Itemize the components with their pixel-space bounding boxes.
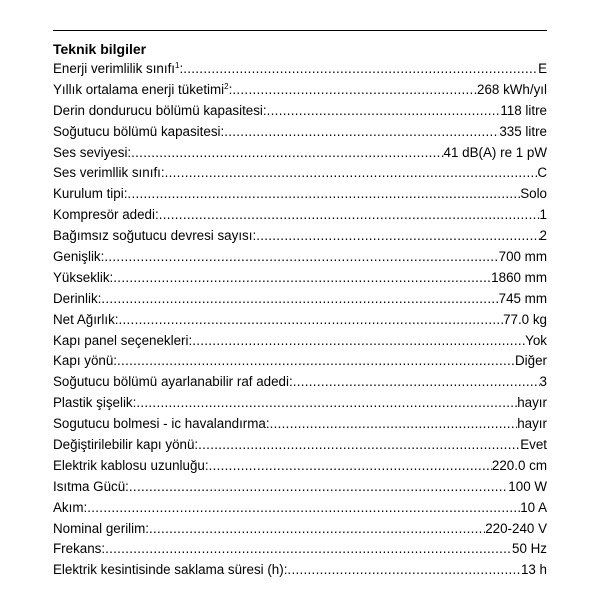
spec-value: hayır <box>517 395 547 411</box>
spec-value: 77.0 kg <box>503 311 547 327</box>
spec-label <box>53 560 287 581</box>
spec-label <box>53 498 87 519</box>
spec-label-text: Ses verimllik sınıfı: <box>53 165 165 181</box>
dot-leader <box>149 519 485 540</box>
spec-label-text: Akım: <box>53 499 88 515</box>
spec-label-text: Değiştirilebilir kapı yönü: <box>53 437 199 453</box>
dot-leader <box>101 289 498 310</box>
spec-label-text: Ses seviyesi: <box>53 144 132 160</box>
spec-value: 1 <box>539 207 547 223</box>
spec-label <box>53 414 270 435</box>
dot-leader <box>159 205 540 226</box>
spec-row <box>53 539 547 560</box>
spec-label <box>53 143 131 164</box>
spec-label <box>53 372 293 393</box>
dot-leader <box>198 435 520 456</box>
spec-label-text: Genişlik: <box>53 249 105 265</box>
spec-value: 745 mm <box>498 290 547 306</box>
spec-value: Yok <box>525 332 547 348</box>
spec-value: 41 dB(A) re 1 pW <box>443 144 547 160</box>
spec-label-text: Plastik şişelik: <box>53 395 137 411</box>
spec-label-text: Kurulum tipi: <box>53 186 128 202</box>
spec-value: 2 <box>539 228 547 244</box>
spec-row <box>53 498 547 519</box>
spec-row <box>53 372 547 393</box>
spec-row <box>53 456 547 477</box>
spec-label-text: Yıllık ortalama enerji tüketimi <box>53 81 225 97</box>
spec-row <box>53 435 547 456</box>
spec-label <box>53 539 105 560</box>
dot-leader <box>224 122 499 143</box>
spec-value: hayır <box>517 416 547 432</box>
spec-label <box>53 59 183 80</box>
dot-leader <box>165 163 538 184</box>
dot-leader <box>183 59 538 80</box>
spec-label <box>53 519 149 540</box>
dot-leader <box>129 477 508 498</box>
dot-leader <box>87 498 520 519</box>
spec-label-text: Soğutucu bölümü kapasitesi: <box>53 123 225 139</box>
spec-value: 118 litre <box>500 102 547 118</box>
spec-row <box>53 122 547 143</box>
dot-leader <box>209 456 492 477</box>
footnote-marker: 1 <box>175 61 180 70</box>
dot-leader <box>256 226 539 247</box>
spec-label <box>53 101 267 122</box>
dot-leader <box>113 268 491 289</box>
spec-row <box>53 205 547 226</box>
spec-label-text: Bağımsız soğutucu devresi sayısı: <box>53 228 257 244</box>
spec-row <box>53 393 547 414</box>
dot-leader <box>232 80 477 101</box>
spec-value: 3 <box>539 374 547 390</box>
spec-label <box>53 331 192 352</box>
spec-value: 13 h <box>520 562 547 578</box>
spec-value: 50 Hz <box>512 541 547 557</box>
spec-label <box>53 163 165 184</box>
spec-row <box>53 247 547 268</box>
spec-row <box>53 163 547 184</box>
spec-label-text: Isıtma Gücü: <box>53 478 129 494</box>
spec-row <box>53 289 547 310</box>
spec-label <box>53 351 117 372</box>
dot-leader <box>104 247 498 268</box>
dot-leader <box>293 372 540 393</box>
spec-label <box>53 226 256 247</box>
spec-label-text: Yükseklik: <box>53 269 114 285</box>
spec-row <box>53 80 547 101</box>
spec-row <box>53 268 547 289</box>
dot-leader <box>117 351 515 372</box>
dot-leader <box>105 539 512 560</box>
spec-value: 220.0 cm <box>491 457 547 473</box>
spec-row <box>53 560 547 581</box>
spec-label <box>53 456 209 477</box>
spec-label <box>53 205 159 226</box>
spec-label-text: Kompresör adedi: <box>53 207 159 223</box>
spec-row <box>53 414 547 435</box>
spec-label-text: Derin dondurucu bölümü kapasitesi: <box>53 102 267 118</box>
spec-value: E <box>538 61 547 76</box>
spec-label-colon: : <box>228 81 233 97</box>
spec-row <box>53 226 547 247</box>
technical-specs-section <box>53 39 547 581</box>
dot-leader <box>127 184 520 205</box>
top-divider-line <box>53 30 547 31</box>
spec-row <box>53 101 547 122</box>
spec-value: 100 W <box>508 478 547 494</box>
spec-label-colon: : <box>179 61 184 76</box>
spec-label <box>53 184 127 205</box>
spec-label-text: Sogutucu bolmesi - ic havalandırma: <box>53 416 270 432</box>
spec-label <box>53 268 113 289</box>
dot-leader <box>136 393 517 414</box>
spec-label-text: Elektrik kesintisinde saklama süresi (h): <box>53 562 288 578</box>
spec-label <box>53 477 129 498</box>
dot-leader <box>119 310 504 331</box>
spec-label <box>53 122 224 143</box>
spec-label-text: Elektrik kablosu uzunluğu: <box>53 457 209 473</box>
dot-leader <box>270 414 518 435</box>
spec-label <box>53 393 136 414</box>
spec-label <box>53 310 119 331</box>
spec-value: C <box>537 165 547 181</box>
spec-row <box>53 184 547 205</box>
dot-leader <box>287 560 521 581</box>
spec-label-text: Kapı panel seçenekleri: <box>53 332 193 348</box>
spec-label <box>53 80 232 101</box>
spec-value: Diğer <box>515 353 547 369</box>
spec-value: Solo <box>520 186 547 202</box>
spec-value: Evet <box>520 437 547 453</box>
spec-row <box>53 59 547 80</box>
spec-label-text: Derinlik: <box>53 290 102 306</box>
dot-leader <box>131 143 443 164</box>
footnote-marker: 2 <box>224 81 229 91</box>
spec-value: 1860 mm <box>491 269 547 285</box>
spec-label <box>53 289 101 310</box>
spec-value: 220-240 V <box>485 520 547 536</box>
spec-row <box>53 477 547 498</box>
spec-label <box>53 247 104 268</box>
spec-label-text: Nominal gerilim: <box>53 520 149 536</box>
spec-value: 700 mm <box>498 249 547 265</box>
spec-row <box>53 519 547 540</box>
spec-label <box>53 435 198 456</box>
spec-row <box>53 143 547 164</box>
spec-row <box>53 331 547 352</box>
spec-value: 335 litre <box>499 123 547 139</box>
dot-leader <box>192 331 525 352</box>
spec-label-text: Net Ağırlık: <box>53 311 119 327</box>
spec-label-text: Enerji verimlilik sınıfı <box>53 61 176 76</box>
section-title: Teknik bilgiler <box>53 41 147 57</box>
dot-leader <box>267 101 501 122</box>
spec-value: 10 A <box>520 499 547 515</box>
spec-row <box>53 310 547 331</box>
spec-row <box>53 351 547 372</box>
spec-label-text: Frekans: <box>53 541 106 557</box>
spec-list <box>53 59 547 581</box>
spec-label-text: Kapı yönü: <box>53 353 118 369</box>
spec-value: 268 kWh/yıl <box>477 81 547 97</box>
spec-label-text: Soğutucu bölümü ayarlanabilir raf adedi: <box>53 374 293 390</box>
